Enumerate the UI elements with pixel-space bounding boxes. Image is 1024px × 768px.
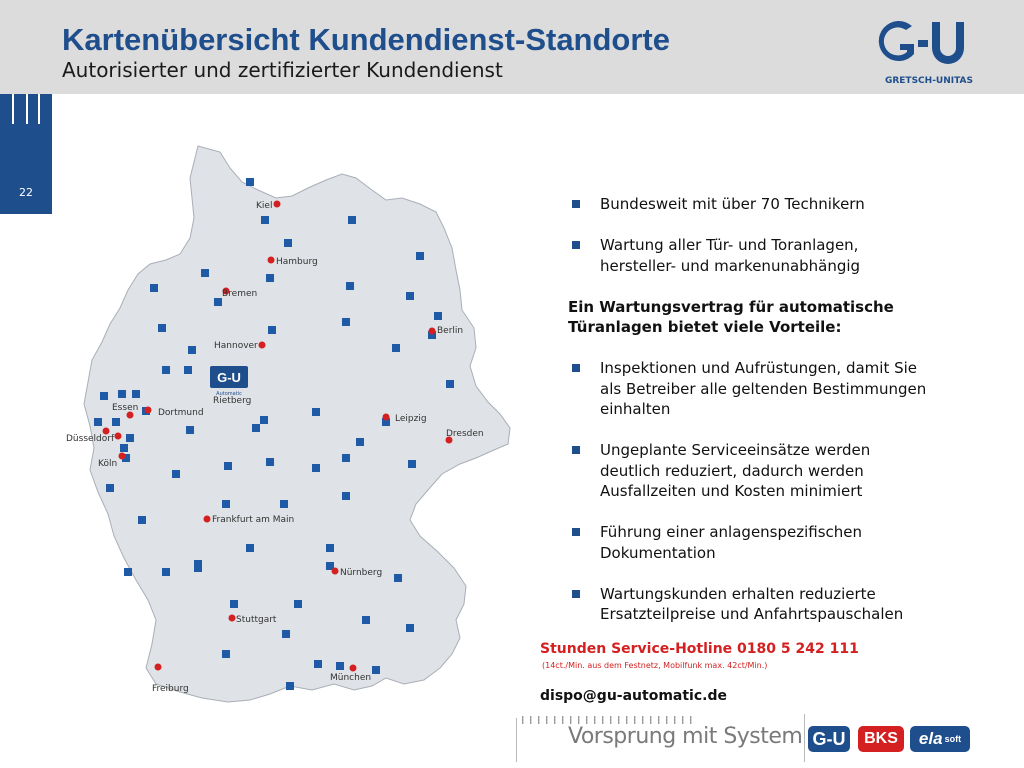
- technician-marker-icon: [186, 426, 194, 434]
- city-dot-icon: [332, 568, 339, 575]
- city-label-dortmund: Dortmund: [158, 408, 204, 418]
- bullet-square-icon: [572, 446, 580, 454]
- technician-marker-icon: [446, 380, 454, 388]
- brand-logo-bks: BKS: [858, 726, 904, 752]
- technician-marker-icon: [266, 274, 274, 282]
- city-label-hamburg: Hamburg: [276, 257, 318, 267]
- city-label-freiburg: Freiburg: [152, 684, 189, 694]
- city-dot-icon: [259, 342, 266, 349]
- city-dot-icon: [429, 328, 436, 335]
- technician-marker-icon: [150, 284, 158, 292]
- city-label-kiel: Kiel: [256, 201, 273, 211]
- technician-marker-icon: [342, 454, 350, 462]
- technician-marker-icon: [214, 298, 222, 306]
- city-dot-icon: [145, 407, 152, 414]
- technician-marker-icon: [162, 366, 170, 374]
- page-number: 22: [19, 186, 33, 199]
- bullet-item: Führung einer anlagenspezifischen Dokumentation: [568, 522, 988, 563]
- technician-marker-icon: [172, 470, 180, 478]
- city-label-koeln: Köln: [98, 459, 118, 469]
- technician-marker-icon: [126, 434, 134, 442]
- city-dot-icon: [383, 414, 390, 421]
- contact-email[interactable]: dispo@gu-automatic.de: [540, 688, 727, 704]
- technician-marker-icon: [346, 282, 354, 290]
- city-dot-icon: [268, 257, 275, 264]
- gu-logo-mark: [878, 16, 978, 74]
- bullet-item: Wartung aller Tür- und Toranlagen, hersteller- und markenunabhängig: [568, 235, 988, 276]
- city-dot-icon: [274, 201, 281, 208]
- technician-marker-icon: [372, 666, 380, 674]
- technician-marker-icon: [416, 252, 424, 260]
- technician-marker-icon: [356, 438, 364, 446]
- bullet-square-icon: [572, 590, 580, 598]
- technician-marker-icon: [434, 312, 442, 320]
- city-label-dresden: Dresden: [446, 429, 484, 439]
- city-label-frankfurt: Frankfurt am Main: [212, 515, 295, 525]
- technician-marker-icon: [266, 458, 274, 466]
- technician-marker-icon: [326, 544, 334, 552]
- city-label-berlin: Berlin: [437, 326, 464, 336]
- technician-marker-icon: [260, 416, 268, 424]
- technician-marker-icon: [348, 216, 356, 224]
- technician-marker-icon: [406, 292, 414, 300]
- technician-marker-icon: [224, 462, 232, 470]
- technician-marker-icon: [106, 484, 114, 492]
- technician-marker-icon: [342, 318, 350, 326]
- city-dot-icon: [350, 665, 357, 672]
- technician-marker-icon: [246, 544, 254, 552]
- brand-logo-ela: ela soft: [910, 726, 970, 752]
- technician-marker-icon: [132, 390, 140, 398]
- brand-logo-gu: G-U: [808, 726, 850, 752]
- technician-marker-icon: [294, 600, 302, 608]
- page-subtitle: Autorisierter und zertifizierter Kundendienst: [62, 58, 503, 82]
- city-dot-icon: [119, 453, 126, 460]
- bullet-square-icon: [572, 364, 580, 372]
- technician-marker-icon: [408, 460, 416, 468]
- technician-marker-icon: [162, 568, 170, 576]
- bullet-item: Inspektionen und Aufrüstungen, damit Sie als Betreiber alle geltenden Bestimmungen einhalten: [568, 358, 988, 420]
- technician-marker-icon: [94, 418, 102, 426]
- technician-marker-icon: [286, 682, 294, 690]
- gu-headquarters-marker: [210, 366, 251, 406]
- technician-marker-icon: [312, 464, 320, 472]
- bullet-square-icon: [572, 241, 580, 249]
- hq-sub: Automatic: [216, 391, 242, 397]
- technician-marker-icon: [336, 662, 344, 670]
- technician-marker-icon: [284, 239, 292, 247]
- footer-slogan: Vorsprung mit System: [568, 724, 803, 749]
- technician-marker-icon: [282, 630, 290, 638]
- technician-marker-icon: [342, 492, 350, 500]
- city-label-hannover: Hannover: [214, 341, 258, 351]
- technician-marker-icon: [230, 600, 238, 608]
- city-label-bremen: Bremen: [222, 289, 258, 299]
- technician-marker-icon: [201, 269, 209, 277]
- hotline-price-note: (14ct./Min. aus dem Festnetz, Mobilfunk max. 42ct/Min.): [542, 661, 768, 670]
- sidebar-lines-decoration: [12, 94, 42, 126]
- bullet-item: Ungeplante Serviceeinsätze werden deutlich reduziert, dadurch werden Ausfallzeiten und Kosten minimiert: [568, 440, 988, 502]
- technician-marker-icon: [362, 616, 370, 624]
- bullet-square-icon: [572, 528, 580, 536]
- technician-marker-icon: [392, 344, 400, 352]
- bullet-square-icon: [572, 200, 580, 208]
- technician-marker-icon: [112, 418, 120, 426]
- hq-city: Rietberg: [213, 396, 252, 406]
- technician-marker-icon: [100, 392, 108, 400]
- technician-marker-icon: [314, 660, 322, 668]
- technician-marker-icon: [184, 366, 192, 374]
- technician-marker-icon: [120, 444, 128, 452]
- service-hotline: Stunden Service-Hotline 0180 5 242 111: [540, 641, 859, 657]
- bullet-item: Wartungskunden erhalten reduzierte Ersatzteilpreise und Anfahrtspauschalen: [568, 584, 988, 625]
- technician-marker-icon: [124, 568, 132, 576]
- technician-marker-icon: [280, 500, 288, 508]
- hq-mark: G-U: [217, 370, 241, 385]
- city-dot-icon: [155, 664, 162, 671]
- germany-outline: [84, 146, 510, 702]
- logo-subtitle: GRETSCH-UNITAS: [884, 76, 974, 86]
- city-label-essen: Essen: [112, 403, 139, 413]
- city-dot-icon: [115, 433, 122, 440]
- bold-paragraph: Ein Wartungsvertrag für automatische Türanlagen bietet viele Vorteile:: [568, 297, 894, 336]
- technician-marker-icon: [252, 424, 260, 432]
- technician-marker-icon: [194, 564, 202, 572]
- technician-marker-icon: [222, 500, 230, 508]
- technician-marker-icon: [222, 650, 230, 658]
- bullet-item: Bundesweit mit über 70 Technikern: [568, 194, 988, 215]
- technician-marker-icon: [312, 408, 320, 416]
- city-dot-icon: [204, 516, 211, 523]
- technician-marker-icon: [268, 326, 276, 334]
- gu-logo: [878, 16, 998, 88]
- technician-marker-icon: [394, 574, 402, 582]
- technician-marker-icon: [118, 390, 126, 398]
- city-label-stuttgart: Stuttgart: [236, 615, 277, 625]
- technician-marker-icon: [188, 346, 196, 354]
- city-label-nuernberg: Nürnberg: [340, 568, 383, 578]
- city-label-muenchen: München: [330, 673, 372, 683]
- technician-marker-icon: [406, 624, 414, 632]
- city-label-duesseldorf: Düsseldorf: [66, 434, 115, 444]
- technician-marker-icon: [158, 324, 166, 332]
- city-label-leipzig: Leipzig: [395, 414, 427, 424]
- header-bar: [0, 0, 1024, 94]
- benefits-list: [568, 194, 988, 625]
- technician-marker-icon: [246, 178, 254, 186]
- technician-marker-icon: [261, 216, 269, 224]
- city-dot-icon: [229, 615, 236, 622]
- page-title: Kartenübersicht Kundendienst-Standorte: [62, 22, 670, 57]
- germany-service-map: [66, 138, 520, 708]
- technician-marker-icon: [138, 516, 146, 524]
